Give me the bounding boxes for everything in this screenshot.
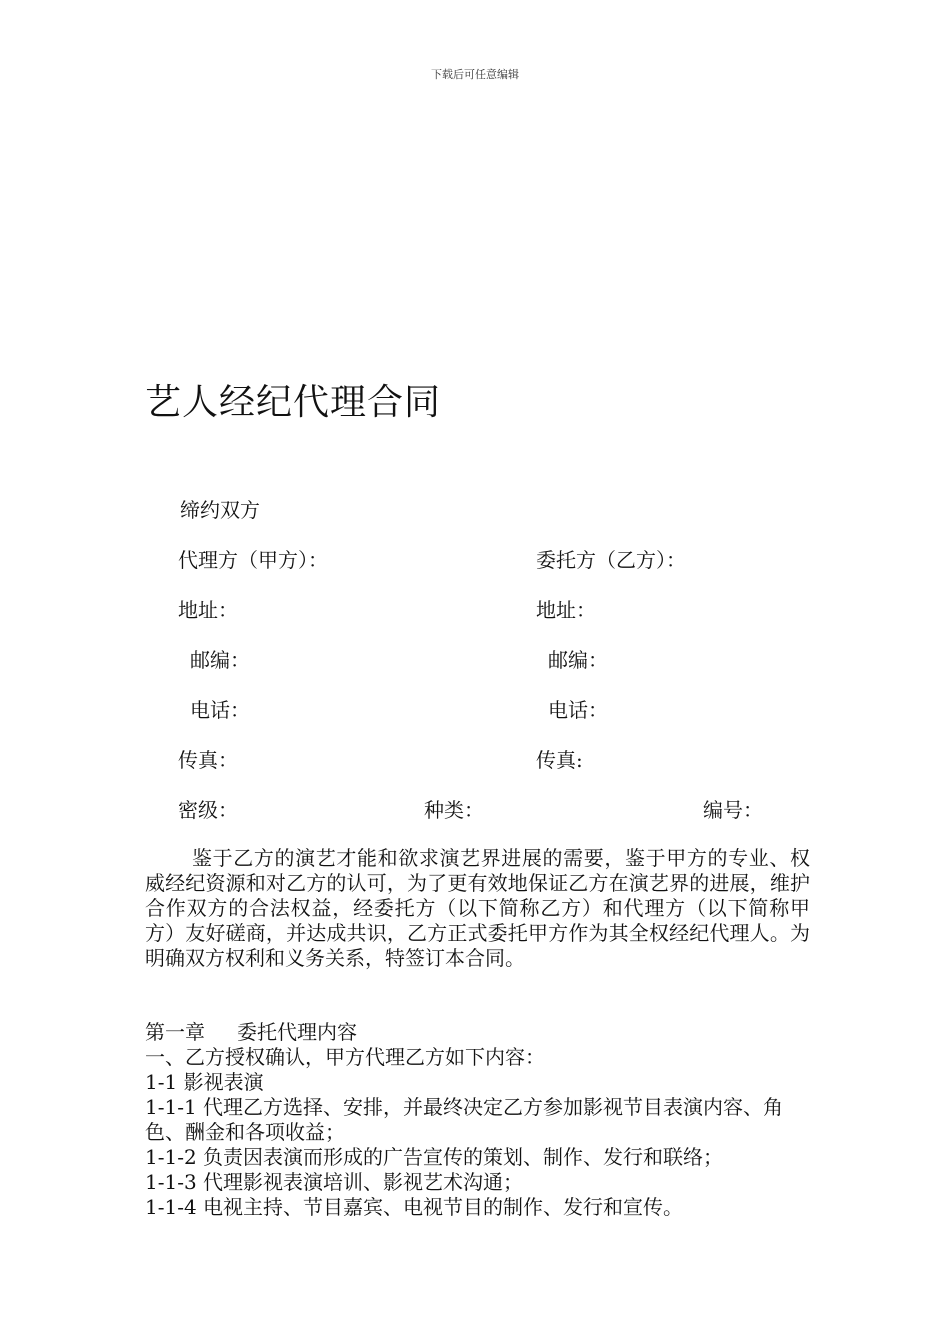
clause-line: 1-1-4 电视主持、节目嘉宾、电视节目的制作、发行和宣传。 xyxy=(145,1195,684,1219)
agent-postcode-label: 邮编： xyxy=(190,648,250,672)
client-party-label: 委托方（乙方）： xyxy=(536,548,686,572)
clause-line: 1-1-1 代理乙方选择、安排，并最终决定乙方参加影视节目表演内容、角色、酬金和各项收益； xyxy=(145,1095,784,1144)
agent-phone-label: 电话： xyxy=(190,698,250,722)
document-title: 艺人经纪代理合同 xyxy=(145,382,442,423)
header-note: 下载后可任意编辑 xyxy=(431,68,519,81)
client-postcode-label: 邮编： xyxy=(548,648,608,672)
agent-party-label: 代理方（甲方）： xyxy=(178,548,328,572)
category-label: 种类： xyxy=(424,798,484,822)
agent-fax-label: 传真： xyxy=(178,748,238,772)
client-fax-label: 传真: xyxy=(536,748,583,772)
clause-line: 1-1-2 负责因表演而形成的广告宣传的策划、制作、发行和联络； xyxy=(145,1145,724,1169)
parties-heading: 缔约双方 xyxy=(180,498,260,522)
agent-address-label: 地址： xyxy=(178,598,238,622)
chapter-one xyxy=(145,1020,810,1220)
client-address-label: 地址： xyxy=(536,598,596,622)
chapter-number: 第一章 xyxy=(145,1020,205,1044)
intro-paragraph: 鉴于乙方的演艺才能和欲求演艺界进展的需要，鉴于甲方的专业、权威经纪资源和对乙方的认可，为了更有效地保证乙方在演艺界的进展，维护合作双方的合法权益，经委托方（以下简称乙方）和代理方（以下简称甲方）友好磋商，并达成共识，乙方正式委托甲方作为其全权经纪代理人。为明确双方权利和义务关系，特签订本合同。 xyxy=(145,846,810,970)
clause-line: 1-1-3 代理影视表演培训、影视艺术沟通； xyxy=(145,1170,524,1194)
client-phone-label: 电话： xyxy=(548,698,608,722)
security-level-label: 密级： xyxy=(178,798,238,822)
chapter-title: 委托代理内容 xyxy=(237,1020,357,1044)
chapter-heading xyxy=(145,1020,810,1045)
clause-line: 一、乙方授权确认，甲方代理乙方如下内容： xyxy=(145,1045,545,1069)
contract-number-label: 编号： xyxy=(703,798,763,822)
clause-line: 1-1 影视表演 xyxy=(145,1070,264,1094)
